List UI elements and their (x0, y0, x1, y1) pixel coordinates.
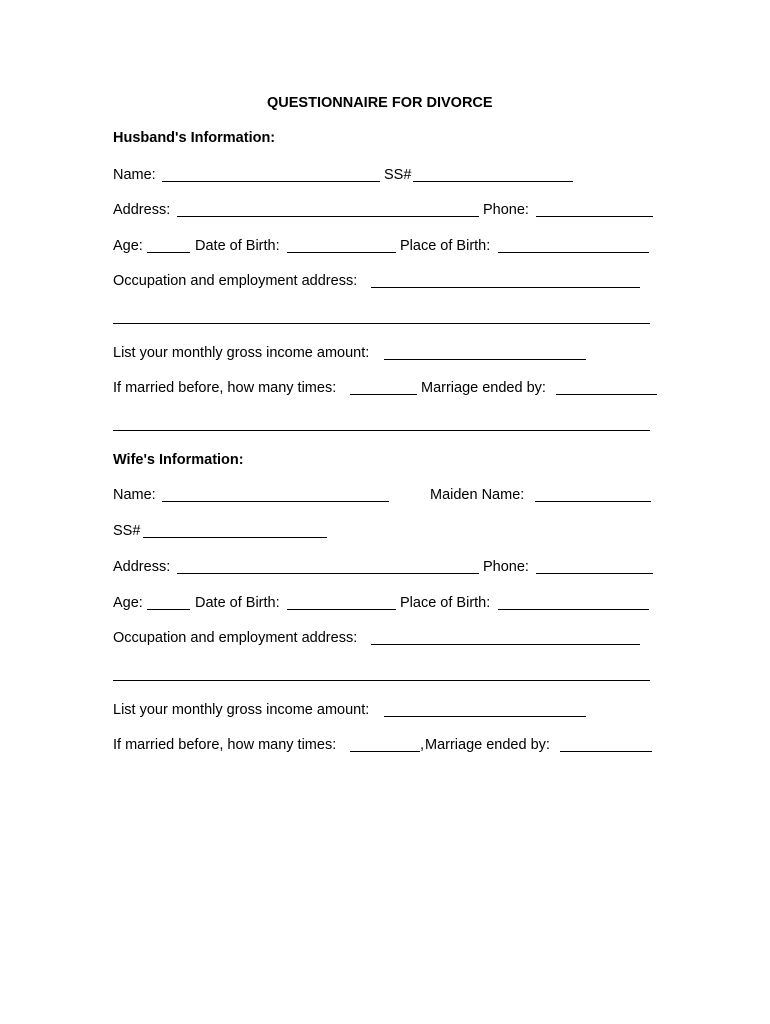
wife-dob-label: Date of Birth: (195, 595, 280, 611)
wife-marriage-ended-field[interactable] (560, 751, 652, 752)
wife-phone-field[interactable] (536, 573, 653, 574)
wife-income-field[interactable] (384, 716, 586, 717)
husband-age-label: Age: (113, 238, 143, 254)
husband-address-field[interactable] (177, 216, 479, 217)
wife-marriage-ended-label: Marriage ended by: (425, 737, 550, 753)
wife-occupation-label: Occupation and employment address: (113, 630, 358, 646)
husband-occupation-field[interactable] (371, 287, 640, 288)
wife-occupation-field-continued[interactable] (113, 680, 650, 681)
husband-pob-label: Place of Birth: (400, 238, 491, 254)
husband-section-heading: Husband's Information: (113, 130, 276, 146)
section-divider (113, 430, 650, 431)
wife-name-label: Name: (113, 487, 156, 503)
wife-married-times-label: If married before, how many times: (113, 737, 337, 753)
wife-pob-field[interactable] (498, 609, 649, 610)
husband-married-times-field[interactable] (350, 394, 417, 395)
husband-dob-label: Date of Birth: (195, 238, 280, 254)
husband-dob-field[interactable] (287, 252, 396, 253)
wife-married-times-field[interactable] (350, 751, 420, 752)
wife-pob-label: Place of Birth: (400, 595, 491, 611)
form-title: QUESTIONNAIRE FOR DIVORCE (267, 95, 493, 111)
husband-address-label: Address: (113, 202, 171, 218)
husband-pob-field[interactable] (498, 252, 649, 253)
husband-age-field[interactable] (147, 252, 190, 253)
husband-marriage-ended-field[interactable] (556, 394, 657, 395)
husband-occupation-label: Occupation and employment address: (113, 273, 358, 289)
husband-income-field[interactable] (384, 359, 586, 360)
husband-phone-label: Phone: (483, 202, 529, 218)
wife-address-field[interactable] (177, 573, 479, 574)
wife-dob-field[interactable] (287, 609, 396, 610)
husband-occupation-field-continued[interactable] (113, 323, 650, 324)
wife-maiden-name-field[interactable] (535, 501, 651, 502)
husband-married-times-label: If married before, how many times: (113, 380, 337, 396)
husband-ss-label: SS# (384, 167, 412, 183)
wife-married-comma: , (420, 737, 425, 753)
wife-ss-field[interactable] (143, 537, 327, 538)
wife-name-field[interactable] (162, 501, 389, 502)
husband-name-label: Name: (113, 167, 156, 183)
husband-income-label: List your monthly gross income amount: (113, 345, 370, 361)
wife-income-label: List your monthly gross income amount: (113, 702, 370, 718)
wife-maiden-name-label: Maiden Name: (430, 487, 525, 503)
husband-name-field[interactable] (162, 181, 380, 182)
wife-address-label: Address: (113, 559, 171, 575)
wife-age-label: Age: (113, 595, 143, 611)
wife-ss-label: SS# (113, 523, 141, 539)
wife-section-heading: Wife's Information: (113, 452, 244, 468)
wife-phone-label: Phone: (483, 559, 529, 575)
husband-ss-field[interactable] (413, 181, 573, 182)
wife-occupation-field[interactable] (371, 644, 640, 645)
husband-phone-field[interactable] (536, 216, 653, 217)
wife-age-field[interactable] (147, 609, 190, 610)
husband-marriage-ended-label: Marriage ended by: (421, 380, 546, 396)
